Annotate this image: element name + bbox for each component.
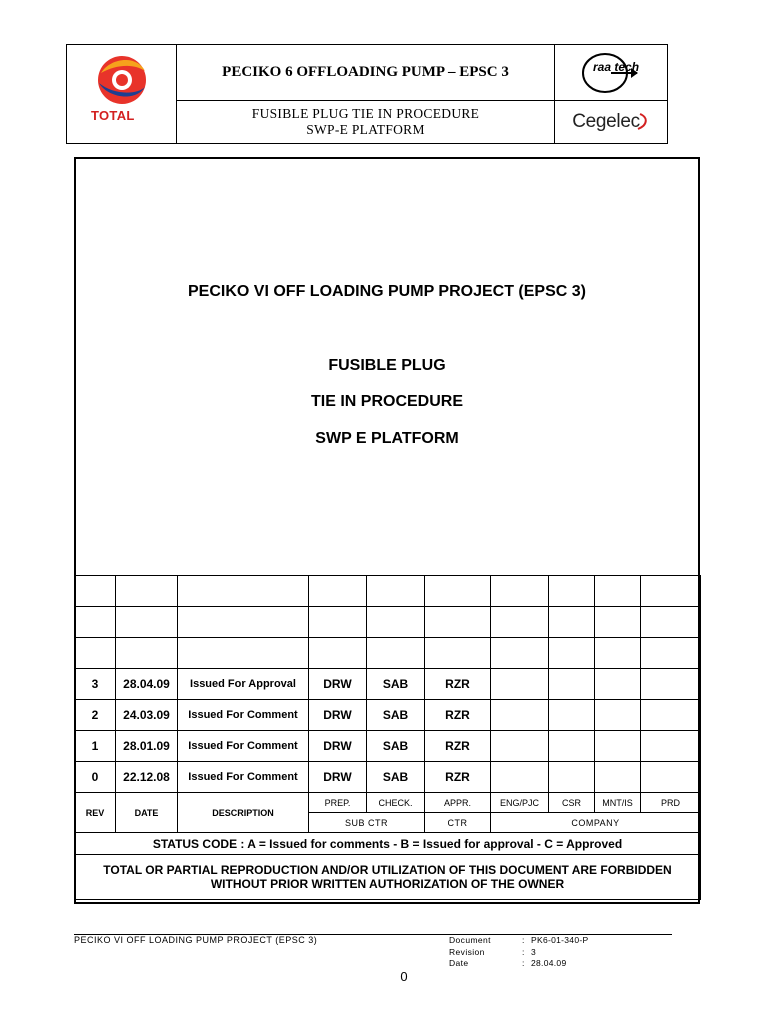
table-row-empty xyxy=(75,607,701,638)
raa-tech-logo-icon xyxy=(581,51,641,95)
prep-cell: DRW xyxy=(309,762,367,793)
status-code-row xyxy=(75,833,701,855)
table-row-empty xyxy=(75,576,701,607)
rev-cell: 1 xyxy=(75,731,116,762)
check-cell: SAB xyxy=(367,700,425,731)
table-header-row xyxy=(75,793,701,813)
header-check: CHECK. xyxy=(367,793,425,813)
footer-project: PECIKO VI OFF LOADING PUMP PROJECT (EPSC 3) xyxy=(74,935,318,945)
cegelec-swoosh-icon xyxy=(636,111,650,133)
header-subtitle-line2: SWP-E PLATFORM xyxy=(306,122,425,137)
header-title: PECIKO 6 OFFLOADING PUMP – EPSC 3 xyxy=(177,45,555,101)
check-cell: SAB xyxy=(367,762,425,793)
description-cell: Issued For Comment xyxy=(178,700,309,731)
header-eng-pjc: ENG/PJC xyxy=(491,793,549,813)
description-cell: Issued For Approval xyxy=(178,669,309,700)
table-row xyxy=(75,669,701,700)
total-logo-text: TOTAL xyxy=(91,108,135,123)
total-logo-icon xyxy=(93,53,151,107)
footer-document-label: Document xyxy=(449,935,491,945)
date-cell: 24.03.09 xyxy=(116,700,178,731)
raa-tech-logo-text: raa tech xyxy=(593,60,640,74)
date-cell: 22.12.08 xyxy=(116,762,178,793)
page-number: 0 xyxy=(400,969,408,984)
doc-title-line2: TIE IN PROCEDURE xyxy=(310,393,463,410)
footer-date-label: Date xyxy=(449,958,469,968)
table-row xyxy=(75,731,701,762)
total-logo-cell xyxy=(67,45,177,143)
reproduction-note-line2: WITHOUT PRIOR WRITTEN AUTHORIZATION OF THE OWNER xyxy=(210,877,565,891)
appr-cell: RZR xyxy=(425,762,491,793)
document-header xyxy=(66,44,668,144)
footer-colon: : xyxy=(522,947,525,957)
project-title: PECIKO VI OFF LOADING PUMP PROJECT (EPSC 3) xyxy=(188,283,586,300)
date-cell: 28.01.09 xyxy=(116,731,178,762)
cegelec-logo-text: Cegelec xyxy=(572,111,640,132)
header-appr: APPR. xyxy=(425,793,491,813)
rev-cell: 2 xyxy=(75,700,116,731)
header-sub-ctr: SUB CTR xyxy=(309,813,425,833)
header-subtitle xyxy=(177,101,555,143)
table-row xyxy=(75,762,701,793)
check-cell: SAB xyxy=(367,669,425,700)
prep-cell: DRW xyxy=(309,731,367,762)
cegelec-logo-cell xyxy=(555,101,667,143)
table-row xyxy=(75,700,701,731)
revision-table xyxy=(74,575,701,900)
footer-revision-label: Revision xyxy=(449,947,485,957)
appr-cell: RZR xyxy=(425,669,491,700)
header-subtitle-line1: FUSIBLE PLUG TIE IN PROCEDURE xyxy=(251,106,480,121)
header-prep: PREP. xyxy=(309,793,367,813)
header-ctr: CTR xyxy=(425,813,491,833)
check-cell: SAB xyxy=(367,731,425,762)
header-rev: REV xyxy=(75,793,116,833)
header-description: DESCRIPTION xyxy=(178,793,309,833)
header-prd: PRD xyxy=(641,793,701,813)
rev-cell: 3 xyxy=(75,669,116,700)
header-csr: CSR xyxy=(549,793,595,813)
footer-colon: : xyxy=(522,935,525,945)
header-company: COMPANY xyxy=(491,813,701,833)
doc-title-line1: FUSIBLE PLUG xyxy=(328,357,446,374)
description-cell: Issued For Comment xyxy=(178,762,309,793)
prep-cell: DRW xyxy=(309,700,367,731)
date-cell: 28.04.09 xyxy=(116,669,178,700)
footer-document-value: PK6-01-340-P xyxy=(531,935,589,945)
doc-title-line3: SWP E PLATFORM xyxy=(315,430,459,447)
prep-cell: DRW xyxy=(309,669,367,700)
appr-cell: RZR xyxy=(425,731,491,762)
footer-date-value: 28.04.09 xyxy=(531,958,567,968)
footer-colon: : xyxy=(522,958,525,968)
header-mnt-is: MNT/IS xyxy=(595,793,641,813)
status-code: STATUS CODE : A = Issued for comments - B = Issued for approval - C = Approved xyxy=(75,833,701,855)
reproduction-note xyxy=(75,855,701,900)
table-row-empty xyxy=(75,638,701,669)
reproduction-note-line1: TOTAL OR PARTIAL REPRODUCTION AND/OR UTILIZATION OF THIS DOCUMENT ARE FORBIDDEN xyxy=(103,863,672,877)
reproduction-note-row xyxy=(75,855,701,900)
header-date: DATE xyxy=(116,793,178,833)
raa-tech-logo-cell xyxy=(555,45,667,101)
rev-cell: 0 xyxy=(75,762,116,793)
description-cell: Issued For Comment xyxy=(178,731,309,762)
footer-revision-value: 3 xyxy=(531,947,537,957)
appr-cell: RZR xyxy=(425,700,491,731)
